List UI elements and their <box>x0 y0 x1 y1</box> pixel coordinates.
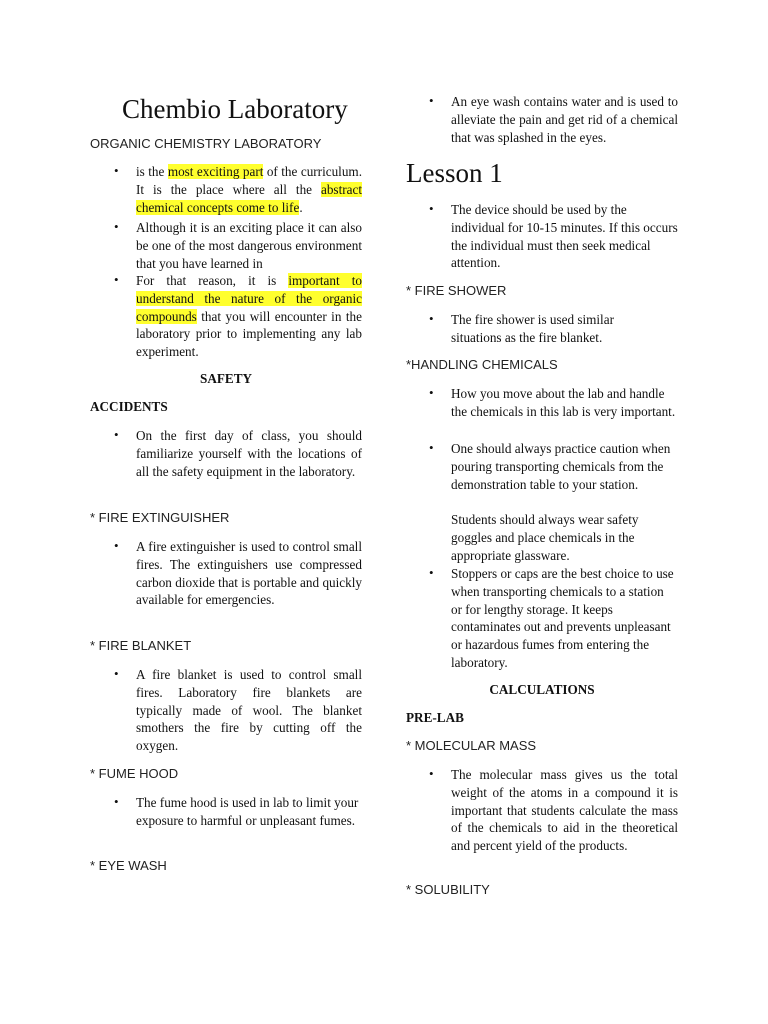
bullet-marker: • <box>429 766 434 781</box>
accidents-bullet: On the first day of class, you should familiarize yourself with the locations of all the safety equipment in the laboratory. <box>136 428 362 479</box>
page-title: Chembio Laboratory <box>122 94 348 124</box>
bullet-marker: • <box>429 311 434 326</box>
bullet-marker: • <box>429 565 434 580</box>
intro-bullet-1: is the most exciting part of the curriculum. It is the place where all the abstract chemical concepts come to life. <box>136 164 362 215</box>
fume-hood-bullet: The fume hood is used in lab to limit your exposure to harmful or unpleasant fumes. <box>136 795 359 828</box>
bullet-marker: • <box>114 427 119 442</box>
fire-extinguisher-heading: * FIRE EXTINGUISHER <box>90 510 230 525</box>
handling-note: Students should always wear safety goggles and place chemicals in the appropriate glassware. <box>451 512 639 563</box>
bullet-marker: • <box>114 538 119 553</box>
fire-shower-bullet: The fire shower is used similar situations as the fire blanket. <box>451 312 614 345</box>
bullet-marker: • <box>114 666 119 681</box>
intro-bullet-3: For that reason, it is important to understand the nature of the organic compounds that you will encounter in the laboratory prior to implementing any lab experiment. <box>136 273 362 360</box>
eye-wash-bullet: An eye wash contains water and is used to alleviate the pain and get rid of a chemical that was splashed in the eyes. <box>451 94 678 145</box>
molecular-mass-heading: * MOLECULAR MASS <box>406 738 537 753</box>
fume-hood-heading: * FUME HOOD <box>90 766 179 781</box>
calculations-heading: CALCULATIONS <box>489 682 595 697</box>
highlight: abstract chemical concepts come to life <box>136 181 362 215</box>
handling-bullet-1: How you move about the lab and handle the chemicals in this lab is very important. <box>451 386 676 419</box>
bullet-marker: • <box>114 794 119 809</box>
bullet-marker: • <box>429 201 434 216</box>
section-subtitle: ORGANIC CHEMISTRY LABORATORY <box>90 136 322 151</box>
handling-bullet-3: Stoppers or caps are the best choice to use when transporting chemicals to a station or for lengthy storage. It keeps contaminates out and prevents unpleasant or hazardous fumes from entering the laboratory. <box>451 566 674 670</box>
accidents-heading: ACCIDENTS <box>90 399 168 414</box>
fire-extinguisher-bullet: A fire extinguisher is used to control small fires. The extinguishers use compressed carbon dioxide that is portable and quickly available for emergencies. <box>136 539 362 608</box>
handling-bullet-2: One should always practice caution when pouring transporting chemicals from the demonstration table to your station. <box>451 441 671 492</box>
solubility-heading: * SOLUBILITY <box>406 882 490 897</box>
highlight: most exciting part <box>167 164 264 179</box>
bullet-marker: • <box>114 163 119 178</box>
fire-blanket-heading: * FIRE BLANKET <box>90 638 192 653</box>
bullet-marker: • <box>429 385 434 400</box>
safety-heading: SAFETY <box>199 371 253 386</box>
molecular-mass-bullet: The molecular mass gives us the total weight of the atoms in a compound it is important that students calculate the mass of the chemicals to aid in the theoretical and percent yield of the products. <box>451 767 678 854</box>
lesson-title: Lesson 1 <box>406 158 503 188</box>
fire-shower-heading: * FIRE SHOWER <box>406 283 507 298</box>
eye-wash-heading: * EYE WASH <box>90 858 167 873</box>
bullet-marker: • <box>429 93 434 108</box>
highlight: important to understand the nature of the organic compounds <box>136 273 362 324</box>
bullet-marker: • <box>114 219 119 234</box>
bullet-marker: • <box>429 440 434 455</box>
pre-lab-heading: PRE-LAB <box>406 710 464 725</box>
fire-blanket-bullet: A fire blanket is used to control small fires. Laboratory fire blankets are typically made of wool. The blanket smothers the fire by cutting off the oxygen. <box>136 667 362 754</box>
lesson-bullet: The device should be used by the individual for 10-15 minutes. If this occurs the individual must then seek medical attention. <box>451 202 678 271</box>
intro-bullet-2: Although it is an exciting place it can also be one of the most dangerous environment that you have learned in <box>136 220 362 271</box>
bullet-marker: • <box>114 272 119 287</box>
handling-chemicals-heading: *HANDLING CHEMICALS <box>406 357 558 372</box>
